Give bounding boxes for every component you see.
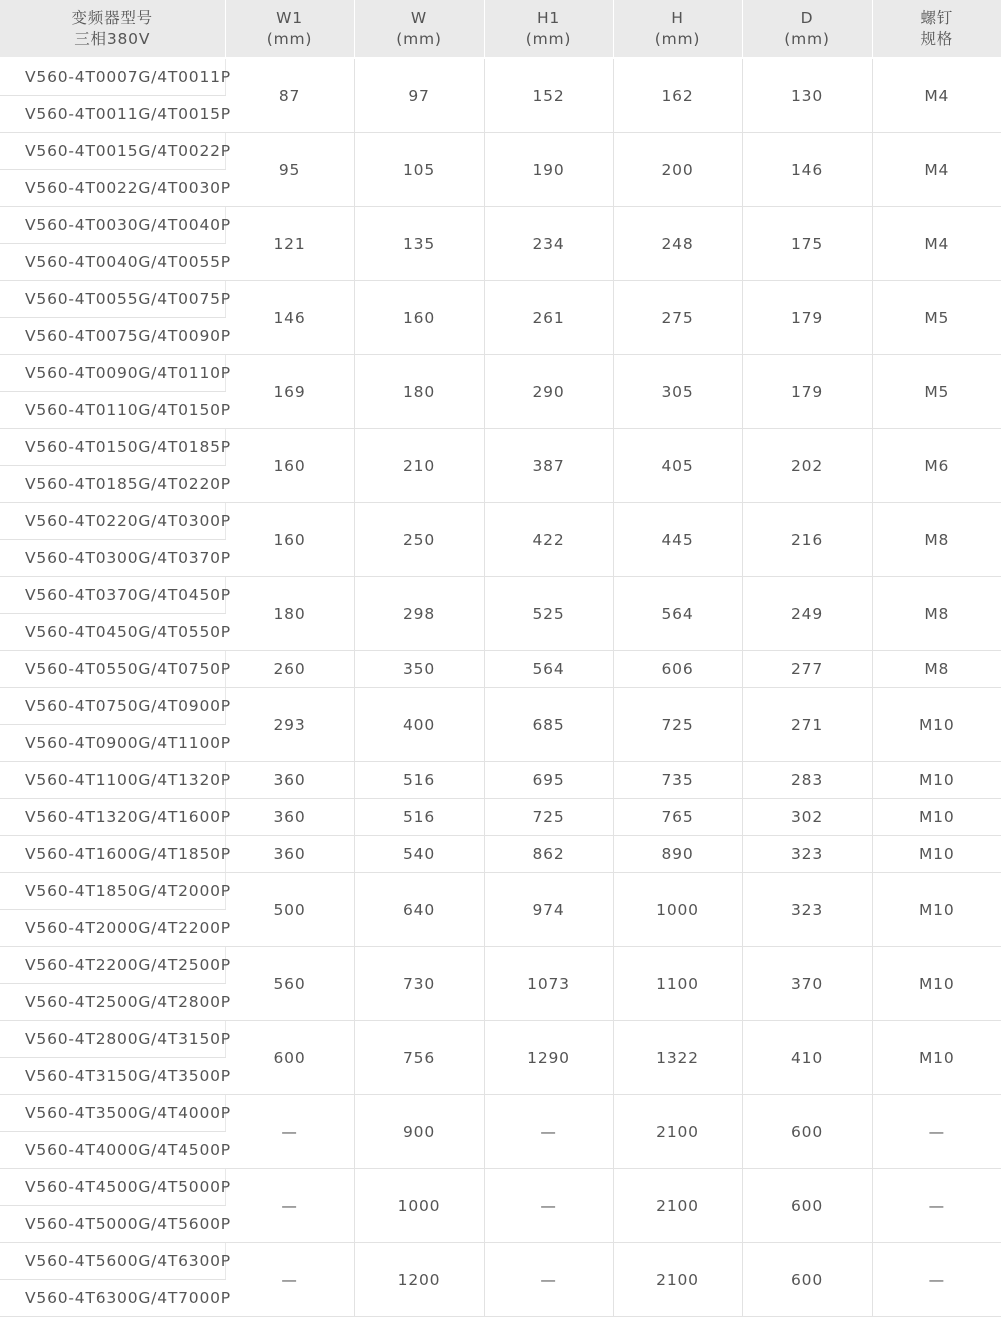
d-cell: 249 bbox=[742, 577, 872, 651]
w-cell: 1200 bbox=[354, 1243, 484, 1317]
model-cell: V560-4T0055G/4T0075P bbox=[0, 281, 225, 318]
h-cell: 606 bbox=[613, 651, 742, 688]
d-cell: 277 bbox=[742, 651, 872, 688]
d-cell: 600 bbox=[742, 1243, 872, 1317]
model-cell: V560-4T0090G/4T0110P bbox=[0, 355, 225, 392]
w1-cell: 95 bbox=[225, 133, 354, 207]
w1-cell: 160 bbox=[225, 429, 354, 503]
model-cell: V560-4T0110G/4T0150P bbox=[0, 392, 225, 429]
w-cell: 250 bbox=[354, 503, 484, 577]
w-cell: 640 bbox=[354, 873, 484, 947]
h-cell: 2100 bbox=[613, 1243, 742, 1317]
model-cell: V560-4T6300G/4T7000P bbox=[0, 1280, 225, 1317]
w1-cell: — bbox=[225, 1243, 354, 1317]
screw-cell: M10 bbox=[872, 799, 1001, 836]
h-cell: 445 bbox=[613, 503, 742, 577]
header-d: D (mm) bbox=[742, 0, 872, 58]
model-cell: V560-4T3150G/4T3500P bbox=[0, 1058, 225, 1095]
h-cell: 1100 bbox=[613, 947, 742, 1021]
screw-cell: — bbox=[872, 1095, 1001, 1169]
h1-cell: 725 bbox=[484, 799, 613, 836]
model-cell: V560-4T4500G/4T5000P bbox=[0, 1169, 225, 1206]
h-cell: 248 bbox=[613, 207, 742, 281]
header-w1: W1 (mm) bbox=[225, 0, 354, 58]
table-row bbox=[0, 799, 1001, 836]
d-cell: 175 bbox=[742, 207, 872, 281]
w1-cell: 169 bbox=[225, 355, 354, 429]
w-cell: 400 bbox=[354, 688, 484, 762]
screw-cell: M10 bbox=[872, 947, 1001, 1021]
screw-cell: — bbox=[872, 1169, 1001, 1243]
h-cell: 564 bbox=[613, 577, 742, 651]
d-cell: 600 bbox=[742, 1169, 872, 1243]
d-cell: 410 bbox=[742, 1021, 872, 1095]
screw-cell: M4 bbox=[872, 58, 1001, 133]
w-cell: 900 bbox=[354, 1095, 484, 1169]
header-model: 变频器型号 三相380V bbox=[0, 0, 225, 58]
h-cell: 1322 bbox=[613, 1021, 742, 1095]
model-cell: V560-4T2200G/4T2500P bbox=[0, 947, 225, 984]
model-cell: V560-4T0040G/4T0055P bbox=[0, 244, 225, 281]
header-h: H (mm) bbox=[613, 0, 742, 58]
w-cell: 1000 bbox=[354, 1169, 484, 1243]
d-cell: 370 bbox=[742, 947, 872, 1021]
h1-cell: — bbox=[484, 1095, 613, 1169]
h1-cell: 387 bbox=[484, 429, 613, 503]
screw-cell: M10 bbox=[872, 873, 1001, 947]
screw-cell: M5 bbox=[872, 281, 1001, 355]
w1-cell: 121 bbox=[225, 207, 354, 281]
table-row bbox=[0, 1243, 1001, 1280]
table-row bbox=[0, 355, 1001, 392]
model-cell: V560-4T0370G/4T0450P bbox=[0, 577, 225, 614]
h1-cell: 862 bbox=[484, 836, 613, 873]
screw-cell: M8 bbox=[872, 577, 1001, 651]
w-cell: 298 bbox=[354, 577, 484, 651]
h1-cell: 564 bbox=[484, 651, 613, 688]
screw-cell: M8 bbox=[872, 651, 1001, 688]
d-cell: 323 bbox=[742, 836, 872, 873]
h-cell: 405 bbox=[613, 429, 742, 503]
model-cell: V560-4T0015G/4T0022P bbox=[0, 133, 225, 170]
model-cell: V560-4T5600G/4T6300P bbox=[0, 1243, 225, 1280]
model-cell: V560-4T0030G/4T0040P bbox=[0, 207, 225, 244]
model-cell: V560-4T1100G/4T1320P bbox=[0, 762, 225, 799]
model-cell: V560-4T0300G/4T0370P bbox=[0, 540, 225, 577]
table-row bbox=[0, 207, 1001, 244]
h1-cell: 422 bbox=[484, 503, 613, 577]
w1-cell: 160 bbox=[225, 503, 354, 577]
table-row bbox=[0, 947, 1001, 984]
h-cell: 890 bbox=[613, 836, 742, 873]
screw-cell: M4 bbox=[872, 133, 1001, 207]
table-row bbox=[0, 503, 1001, 540]
model-cell: V560-4T1850G/4T2000P bbox=[0, 873, 225, 910]
d-cell: 202 bbox=[742, 429, 872, 503]
h1-cell: 695 bbox=[484, 762, 613, 799]
d-cell: 146 bbox=[742, 133, 872, 207]
h1-cell: — bbox=[484, 1169, 613, 1243]
table-row bbox=[0, 577, 1001, 614]
table-row bbox=[0, 1095, 1001, 1132]
model-cell: V560-4T0550G/4T0750P bbox=[0, 651, 225, 688]
w-cell: 135 bbox=[354, 207, 484, 281]
w1-cell: 360 bbox=[225, 799, 354, 836]
h-cell: 275 bbox=[613, 281, 742, 355]
d-cell: 323 bbox=[742, 873, 872, 947]
w-cell: 105 bbox=[354, 133, 484, 207]
h-cell: 725 bbox=[613, 688, 742, 762]
h1-cell: 685 bbox=[484, 688, 613, 762]
model-cell: V560-4T0022G/4T0030P bbox=[0, 170, 225, 207]
h1-cell: 261 bbox=[484, 281, 613, 355]
w-cell: 730 bbox=[354, 947, 484, 1021]
model-cell: V560-4T2500G/4T2800P bbox=[0, 984, 225, 1021]
table-row bbox=[0, 429, 1001, 466]
h1-cell: 152 bbox=[484, 58, 613, 133]
model-cell: V560-4T0011G/4T0015P bbox=[0, 96, 225, 133]
model-cell: V560-4T0075G/4T0090P bbox=[0, 318, 225, 355]
screw-cell: M10 bbox=[872, 762, 1001, 799]
model-cell: V560-4T0450G/4T0550P bbox=[0, 614, 225, 651]
w1-cell: 360 bbox=[225, 836, 354, 873]
table-row bbox=[0, 1169, 1001, 1206]
screw-cell: M10 bbox=[872, 1021, 1001, 1095]
w-cell: 350 bbox=[354, 651, 484, 688]
w-cell: 516 bbox=[354, 762, 484, 799]
h1-cell: — bbox=[484, 1243, 613, 1317]
h1-cell: 1290 bbox=[484, 1021, 613, 1095]
table-row bbox=[0, 873, 1001, 910]
model-cell: V560-4T0750G/4T0900P bbox=[0, 688, 225, 725]
table-body bbox=[0, 58, 1001, 1317]
d-cell: 283 bbox=[742, 762, 872, 799]
h-cell: 2100 bbox=[613, 1095, 742, 1169]
model-cell: V560-4T5000G/4T5600P bbox=[0, 1206, 225, 1243]
h1-cell: 525 bbox=[484, 577, 613, 651]
w-cell: 97 bbox=[354, 58, 484, 133]
table-row bbox=[0, 58, 1001, 96]
table-header bbox=[0, 0, 1001, 58]
d-cell: 179 bbox=[742, 355, 872, 429]
screw-cell: M6 bbox=[872, 429, 1001, 503]
model-cell: V560-4T4000G/4T4500P bbox=[0, 1132, 225, 1169]
w1-cell: 87 bbox=[225, 58, 354, 133]
table-row bbox=[0, 133, 1001, 170]
w1-cell: 180 bbox=[225, 577, 354, 651]
screw-cell: M10 bbox=[872, 688, 1001, 762]
table-row bbox=[0, 762, 1001, 799]
model-cell: V560-4T0185G/4T0220P bbox=[0, 466, 225, 503]
w1-cell: 600 bbox=[225, 1021, 354, 1095]
w-cell: 540 bbox=[354, 836, 484, 873]
h1-cell: 974 bbox=[484, 873, 613, 947]
h1-cell: 1073 bbox=[484, 947, 613, 1021]
h1-cell: 190 bbox=[484, 133, 613, 207]
model-cell: V560-4T1600G/4T1850P bbox=[0, 836, 225, 873]
w1-cell: 146 bbox=[225, 281, 354, 355]
header-w: W (mm) bbox=[354, 0, 484, 58]
h1-cell: 234 bbox=[484, 207, 613, 281]
model-cell: V560-4T3500G/4T4000P bbox=[0, 1095, 225, 1132]
w-cell: 160 bbox=[354, 281, 484, 355]
model-cell: V560-4T0220G/4T0300P bbox=[0, 503, 225, 540]
w-cell: 180 bbox=[354, 355, 484, 429]
d-cell: 179 bbox=[742, 281, 872, 355]
w1-cell: — bbox=[225, 1169, 354, 1243]
w1-cell: 260 bbox=[225, 651, 354, 688]
h-cell: 2100 bbox=[613, 1169, 742, 1243]
w-cell: 210 bbox=[354, 429, 484, 503]
w-cell: 756 bbox=[354, 1021, 484, 1095]
table-row bbox=[0, 688, 1001, 725]
model-cell: V560-4T0900G/4T1100P bbox=[0, 725, 225, 762]
w1-cell: 293 bbox=[225, 688, 354, 762]
model-cell: V560-4T0150G/4T0185P bbox=[0, 429, 225, 466]
h-cell: 1000 bbox=[613, 873, 742, 947]
screw-cell: M5 bbox=[872, 355, 1001, 429]
screw-cell: M8 bbox=[872, 503, 1001, 577]
model-cell: V560-4T0007G/4T0011P bbox=[0, 58, 225, 96]
d-cell: 271 bbox=[742, 688, 872, 762]
screw-cell: M10 bbox=[872, 836, 1001, 873]
w1-cell: 360 bbox=[225, 762, 354, 799]
w1-cell: — bbox=[225, 1095, 354, 1169]
h-cell: 200 bbox=[613, 133, 742, 207]
d-cell: 600 bbox=[742, 1095, 872, 1169]
table-row bbox=[0, 1021, 1001, 1058]
table-row bbox=[0, 281, 1001, 318]
w1-cell: 560 bbox=[225, 947, 354, 1021]
h-cell: 735 bbox=[613, 762, 742, 799]
h-cell: 162 bbox=[613, 58, 742, 133]
screw-cell: M4 bbox=[872, 207, 1001, 281]
table-row bbox=[0, 651, 1001, 688]
screw-cell: — bbox=[872, 1243, 1001, 1317]
h1-cell: 290 bbox=[484, 355, 613, 429]
h-cell: 765 bbox=[613, 799, 742, 836]
model-cell: V560-4T2800G/4T3150P bbox=[0, 1021, 225, 1058]
model-cell: V560-4T1320G/4T1600P bbox=[0, 799, 225, 836]
w-cell: 516 bbox=[354, 799, 484, 836]
header-h1: H1 (mm) bbox=[484, 0, 613, 58]
w1-cell: 500 bbox=[225, 873, 354, 947]
d-cell: 302 bbox=[742, 799, 872, 836]
model-cell: V560-4T2000G/4T2200P bbox=[0, 910, 225, 947]
d-cell: 216 bbox=[742, 503, 872, 577]
header-screw: 螺钉 规格 bbox=[872, 0, 1001, 58]
d-cell: 130 bbox=[742, 58, 872, 133]
h-cell: 305 bbox=[613, 355, 742, 429]
table-row bbox=[0, 836, 1001, 873]
